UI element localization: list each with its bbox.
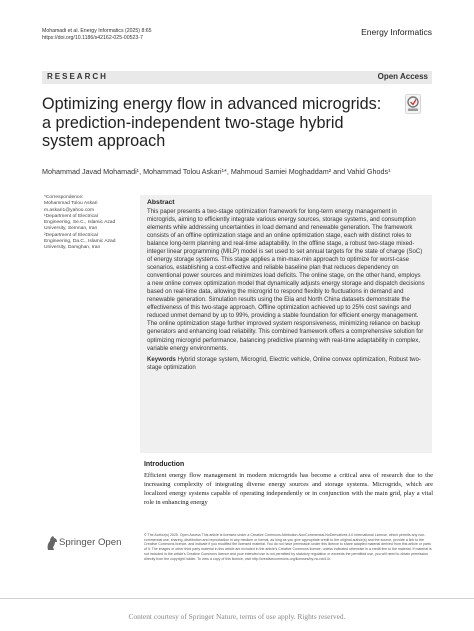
article-title: Optimizing energy flow in advanced microgrids: a prediction-independent two-stage hybrid system approach (42, 95, 382, 150)
sidebar-line: Engineering, Se.C., Islamic Azad (44, 220, 116, 226)
sidebar-line: Mohammad Tolou Askari (44, 201, 98, 207)
article-type-banner (42, 71, 432, 84)
article-type-label: RESEARCH (47, 72, 108, 81)
publisher-name-open: Open (97, 537, 122, 548)
license-text: © The Author(s) 2025. Open Access This article is licensed under a Creative Commons Attribution-NonCommercial-NoDerivatives 4.0 International License, which permits any non-commercial use, sharing, distribution and reproduction in any medium or format, as long as you give appropriate credit to the original author(s) and the source, provide a link to the Creative Commons licence, and indicate if you modified the licensed material. You do not have permission under this licence to share adapted material derived from this article or parts of it. The images or other third party material in this article are included in the article's Creative Commons licence, unless indicated otherwise in a credit line to the material. If material is not included in the article's Creative Commons licence and your intended use is not permitted by statutory regulation or exceeds the permitted use, you will need to obtain permission directly from the copyright holder. To view a copy of this licence, visit http://creativecommons.org/licenses/by-nc-nd/4.0/. (144, 533, 432, 561)
journal-name: Energy Informatics (361, 27, 432, 37)
sidebar-line: *Correspondence: (44, 195, 84, 200)
crossmark-icon[interactable] (405, 94, 421, 114)
footer-divider (0, 598, 474, 599)
sidebar-line: University, Semnan, Iran (44, 226, 98, 232)
author-list: Mohammad Javad Mohamadi¹, Mohammad Tolou Askari¹*, Mahmoud Samiei Moghaddam² and Vahid Ghods¹ (42, 167, 391, 176)
doi-link[interactable]: https://doi.org/10.1186/s42162-025-00523-7 (42, 35, 143, 41)
introduction-text: Efficient energy flow management in modern microgrids has become a critical area of research due to the increasing complexity of integrating diverse energy sources and storage systems. Microgrids, which are localized energy systems capable of operating independently or in conjunction with the main grid, play a vital role in enhancing energy (144, 472, 433, 507)
footer-notice: Content courtesy of Springer Nature, terms of use apply. Rights reserved. (128, 612, 346, 621)
keywords-label: Keywords (147, 356, 176, 363)
sidebar-line: Engineering, Da.C., Islamic Azad (44, 239, 116, 245)
publisher-name-springer: Springer (59, 537, 96, 548)
citation-line: Mohamadi et al. Energy Informatics (2025) 8:65 (42, 28, 152, 34)
open-access-label: Open Access (377, 72, 428, 81)
correspondence-sidebar (44, 195, 136, 252)
citation-block (42, 28, 152, 42)
keywords-text: Hybrid storage system, Microgrid, Electric vehicle, Online convex optimization, Robust two-stage optimization (147, 356, 421, 371)
abstract-box (140, 195, 432, 453)
sidebar-line: ²Department of Electrical (44, 232, 98, 238)
publisher-name (59, 537, 121, 548)
keywords-line (147, 356, 425, 372)
publisher-logo (45, 532, 140, 554)
abstract-text: This paper presents a two-stage optimization framework for long-term energy management in microgrids, aiming to efficiently integrate various energy sources, storage systems, and consumption elements while addressing uncertainties in load demand and renewable generation. The framework consists of an offline optimization stage and an online optimization stage, each with distinct roles to balance long-term planning and real-time adaptability. In the offline stage, a robust two-stage mixed-integer linear programming (MILP) model is set used to set annual targets for the state of charge (SoC) of energy storage systems. This stage applies a min-max-min approach to optimize for worst-case scenarios, establishing a cost-effective and reliable baseline plan that reduces dependency on conventional power sources and minimizes load deficits. The online stage, on the other hand, employs a new online convex optimization model that dynamically adjusts energy storage and dispatch decisions based on real-time data, allowing the microgrid to respond flexibly to fluctuations in demand and renewable generation. Simulation results using the Elia and North China datasets demonstrate the effectiveness of this two-stage approach. Offline optimization achieved up to 25% cost savings and reduced unmet demand by up to 99%, providing a stable foundation for efficient energy management. The online optimization stage further improved system responsiveness, minimizing reliance on backup generators and enhancing load reliability. This combined framework offers a comprehensive solution for optimizing microgrid performance, balancing predictive planning with real-time adaptability in complex, variable energy environments. (147, 209, 425, 352)
sidebar-line: ¹Department of Electrical (44, 213, 98, 219)
introduction-heading: Introduction (144, 461, 185, 468)
sidebar-line: University, Damghan, Iran (44, 245, 101, 251)
email-link[interactable]: m.askari1@yahoo.com (44, 207, 95, 213)
springer-horse-icon (45, 535, 59, 551)
abstract-heading: Abstract (147, 199, 175, 206)
